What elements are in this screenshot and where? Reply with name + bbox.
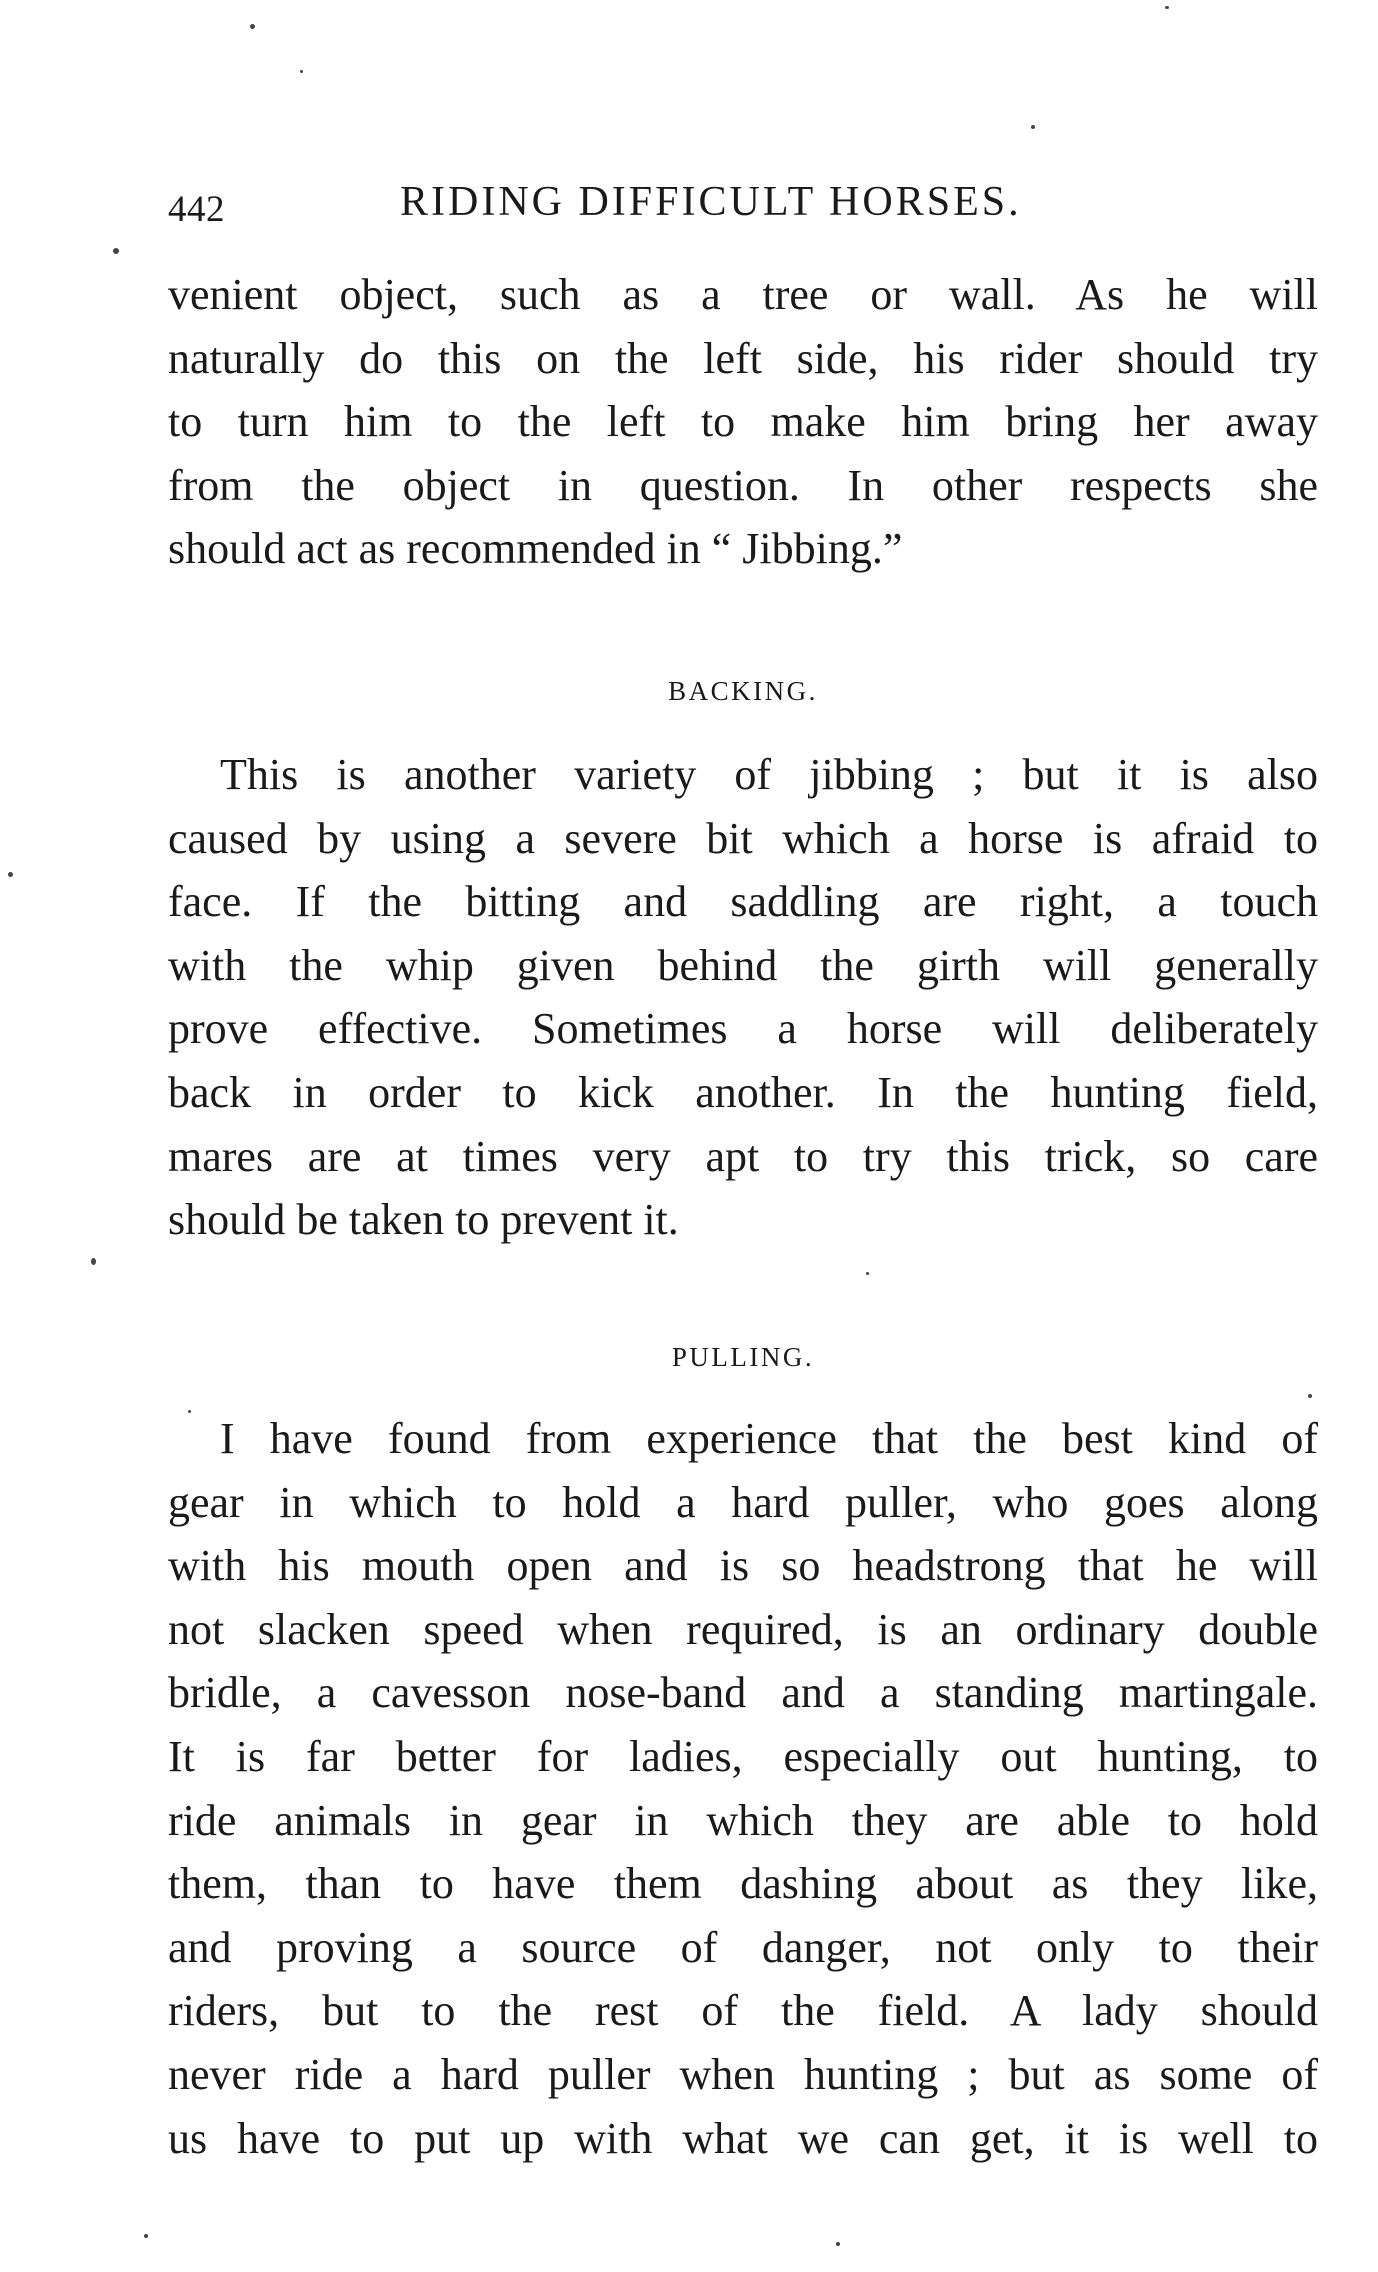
scan-speck <box>836 2242 840 2246</box>
text-line: should act as recommended in “ Jibbing.” <box>168 524 903 574</box>
section-heading-pulling: PULLING. <box>671 1342 815 1372</box>
scan-speck <box>866 1272 869 1275</box>
text-line: not slacken speed when required, is an ordinary double <box>168 1604 1318 1654</box>
text-line: riders, but to the rest of the field. A lady should <box>168 1986 1318 2036</box>
text-line: mares are at times very apt to try this trick, so care <box>168 1131 1318 1181</box>
text-line: to turn him to the left to make him bring her away <box>168 397 1318 447</box>
text-line: never ride a hard puller when hunting ; but as some of <box>168 2049 1318 2099</box>
opening-paragraph <box>168 263 1318 581</box>
running-head: RIDING DIFFICULT HORSES. <box>400 179 1022 225</box>
text-line: It is far better for ladies, especially out hunting, to <box>168 1731 1318 1781</box>
text-line: from the object in question. In other respects she <box>168 460 1318 510</box>
page-number: 442 <box>168 189 225 230</box>
text-line: naturally do this on the left side, his rider should try <box>168 333 1318 383</box>
scan-speck <box>1165 6 1169 9</box>
text-line: should be taken to prevent it. <box>168 1195 679 1245</box>
text-line: with his mouth open and is so headstrong that he will <box>168 1541 1318 1591</box>
text-line: with the whip given behind the girth will generally <box>168 940 1318 990</box>
scan-speck <box>113 248 119 254</box>
text-line: ride animals in gear in which they are able to hold <box>168 1795 1318 1845</box>
scan-speck <box>8 872 13 877</box>
text-line: prove effective. Sometimes a horse will deliberately <box>168 1004 1318 1054</box>
text-line: venient object, such as a tree or wall. As he will <box>168 270 1318 319</box>
text-line: face. If the bitting and saddling are right, a touch <box>168 877 1318 927</box>
section-heading-backing: BACKING. <box>668 676 818 706</box>
text-line: gear in which to hold a hard puller, who goes along <box>168 1477 1318 1527</box>
text-line: I have found from experience that the best kind of <box>220 1414 1318 1463</box>
text-line: back in order to kick another. In the hunting field, <box>168 1067 1318 1117</box>
scan-speck <box>300 70 303 73</box>
scan-speck <box>1031 125 1035 129</box>
text-line: bridle, a cavesson nose-band and a standing martingale. <box>168 1668 1318 1718</box>
scan-speck <box>91 1258 96 1265</box>
page-header <box>168 178 1318 238</box>
scan-speck <box>250 24 255 29</box>
text-line: caused by using a severe bit which a horse is afraid to <box>168 813 1318 863</box>
text-line: This is another variety of jibbing ; but it is also <box>220 750 1318 799</box>
backing-paragraph <box>168 743 1318 1252</box>
scan-speck <box>144 2234 148 2238</box>
pulling-paragraph <box>168 1407 1318 2170</box>
scan-speck <box>188 1410 191 1413</box>
text-line: and proving a source of danger, not only to their <box>168 1922 1318 1972</box>
text-line: us have to put up with what we can get, it is well to <box>168 2113 1318 2163</box>
text-line: them, than to have them dashing about as they like, <box>168 1859 1318 1909</box>
scan-speck <box>1308 1394 1312 1398</box>
